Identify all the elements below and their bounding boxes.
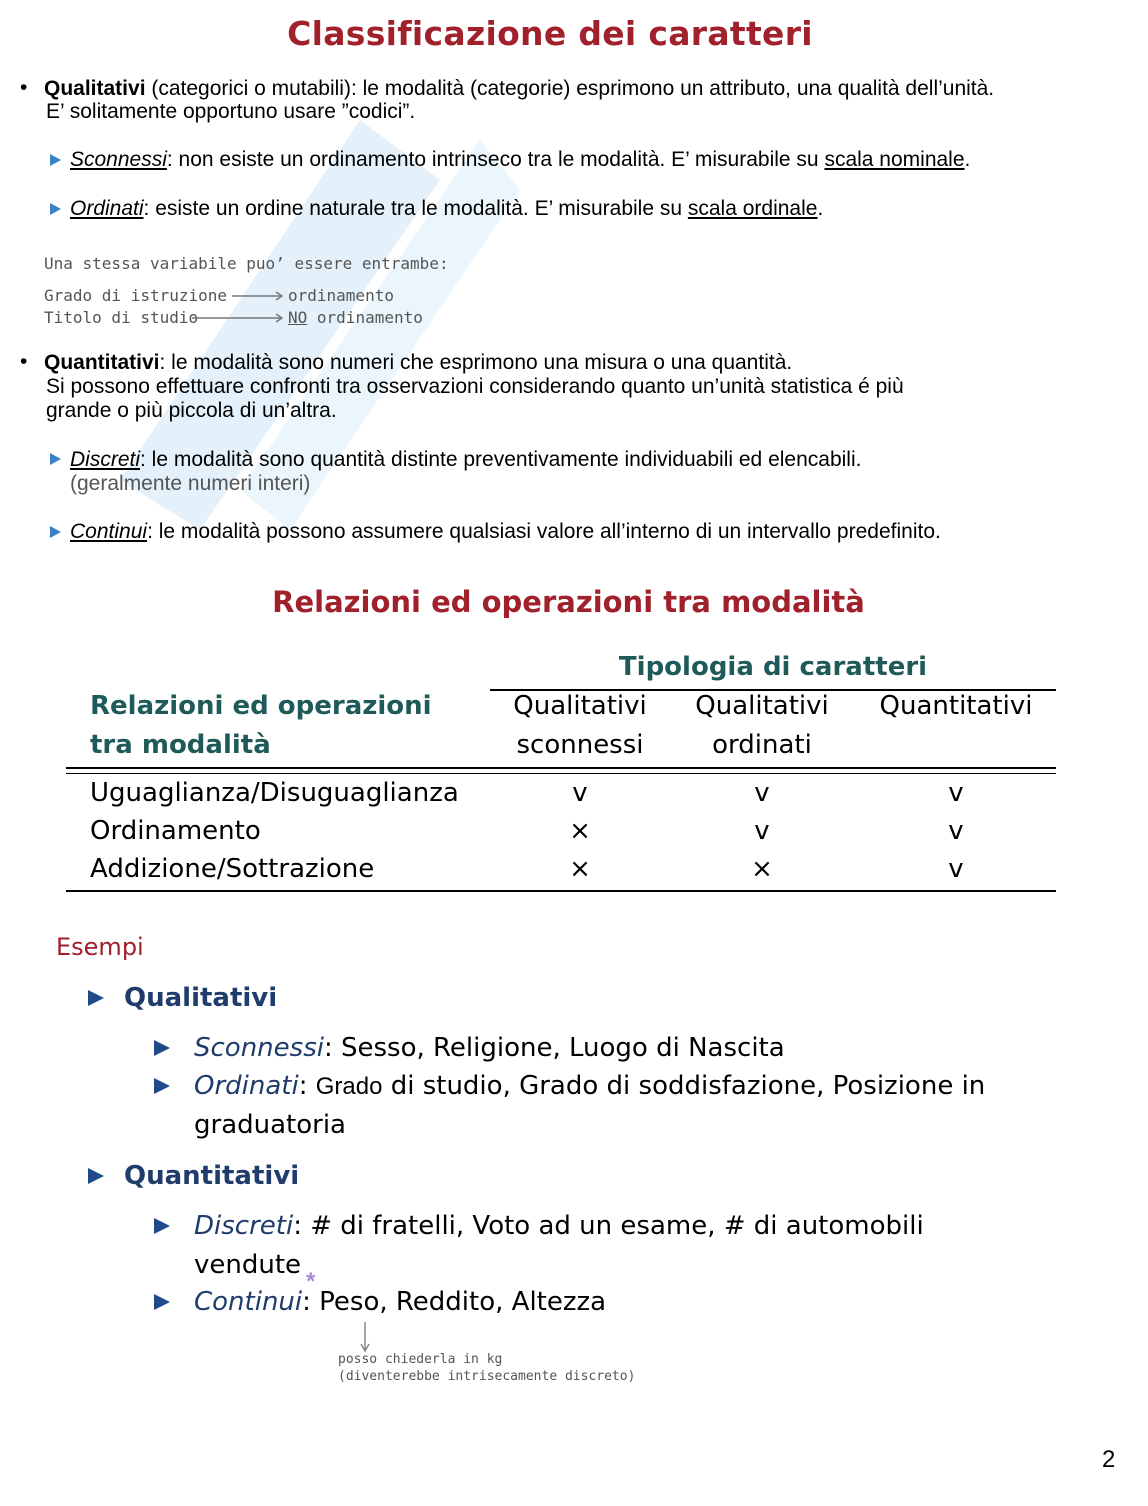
qualitativi-line1 (44, 77, 994, 101)
handwritten-note-line1: Una stessa variabile puo’ essere entrambe: (44, 254, 449, 273)
table-row-header-1: Relazioni ed operazioni (90, 691, 432, 721)
discreti-examples: : # di fratelli, Voto ad un esame, # di automobili (293, 1211, 924, 1241)
col-header-quantitativi: Quantitativi (879, 691, 1033, 721)
no-underlined: NO (288, 308, 308, 327)
divider (66, 890, 1056, 892)
quantitativi-line3: grande o più piccola di un’altra. (46, 399, 337, 422)
ordinati-examples: di studio, Grado di soddisfazione, Posizione in (382, 1071, 986, 1101)
cell: v (948, 778, 964, 808)
divider (66, 767, 1056, 769)
period: . (964, 148, 971, 171)
period: . (817, 197, 824, 220)
handwritten-note-row2-left: Titolo di studio (44, 308, 199, 327)
row-label: Ordinamento (90, 816, 261, 846)
quantitativi-line1 (44, 351, 792, 375)
triangle-bullet-icon (50, 526, 61, 538)
ordinati-line (70, 197, 823, 221)
cell: × (751, 854, 773, 884)
ordinati-desc: : esiste un ordine naturale tra le modalità. E’ misurabile su (143, 197, 688, 220)
sconnessi-line (70, 148, 970, 172)
scala-nominale: scala nominale (824, 148, 965, 171)
page-number: 2 (1102, 1446, 1116, 1473)
triangle-bullet-icon (154, 1040, 170, 1056)
cell: v (948, 854, 964, 884)
colon: : (298, 1071, 316, 1101)
triangle-bullet-icon (154, 1218, 170, 1234)
esempi-heading: Esempi (56, 933, 144, 961)
esempi-continui (194, 1287, 606, 1317)
handwritten-note-kg: posso chiederla in kg (338, 1352, 503, 1367)
esempi-sconnessi (194, 1033, 785, 1063)
sconnessi-examples: : Sesso, Religione, Luogo di Nascita (323, 1033, 785, 1063)
cell: v (572, 778, 588, 808)
ordinamento-text: ordinamento (316, 308, 423, 327)
discreti-term: Discreti (70, 448, 141, 471)
table-row-header-2: tra modalità (90, 730, 271, 760)
handwritten-note-row2-right (288, 308, 423, 327)
esempi-ordinati (194, 1071, 985, 1101)
triangle-bullet-icon (50, 154, 61, 166)
ordinati-term: Ordinati (70, 197, 144, 220)
continui-desc: : le modalità possono assumere qualsiasi valore all’interno di un intervallo predefinito. (147, 520, 941, 543)
triangle-bullet-icon (154, 1078, 170, 1094)
esempi-discreti-line2: vendute (194, 1250, 302, 1280)
cell: v (754, 816, 770, 846)
handwritten-note-row1-right: ordinamento (288, 286, 394, 305)
arrow-down-icon (358, 1322, 372, 1354)
handwritten-note-discreto: (diventerebbe intrisecamente discreto) (338, 1369, 636, 1384)
handwritten-note-row1-left: Grado di istruzione (44, 286, 228, 305)
grado-word: Grado (315, 1073, 383, 1100)
continui-term: Continui (194, 1287, 303, 1317)
triangle-bullet-icon (88, 1168, 104, 1184)
bullet: • (20, 76, 28, 99)
esempi-ordinati-line2: graduatoria (194, 1110, 346, 1140)
ordinati-term: Ordinati (194, 1071, 299, 1101)
row-label: Uguaglianza/Disuguaglianza (90, 778, 459, 808)
asterisk-mark: * (306, 1268, 316, 1295)
quantitativi-term: Quantitativi (44, 351, 160, 374)
discreti-note: (geralmente numeri interi) (70, 472, 311, 495)
scala-ordinale: scala ordinale (687, 197, 818, 220)
col-header-qual-sconnessi-2: sconnessi (516, 730, 644, 760)
divider (66, 773, 1056, 774)
esempi-quantitativi: Quantitativi (124, 1161, 300, 1191)
qualitativi-term: Qualitativi (44, 77, 146, 100)
triangle-bullet-icon (50, 453, 61, 465)
triangle-bullet-icon (50, 203, 61, 215)
discreti-term: Discreti (194, 1211, 294, 1241)
cell: × (569, 816, 591, 846)
section-title: Relazioni ed operazioni tra modalità (272, 585, 865, 619)
triangle-bullet-icon (88, 990, 104, 1006)
bullet: • (20, 350, 28, 373)
continui-line (70, 520, 941, 544)
arrow-right-icon (192, 312, 286, 324)
discreti-desc: : le modalità sono quantità distinte preventivamente individuabili ed elencabili. (140, 448, 862, 471)
esempi-qualitativi: Qualitativi (124, 983, 278, 1013)
cell: v (754, 778, 770, 808)
continui-term: Continui (70, 520, 148, 543)
cell: v (948, 816, 964, 846)
row-label: Addizione/Sottrazione (90, 854, 375, 884)
discreti-line (70, 448, 861, 472)
sconnessi-term: Sconnessi (70, 148, 167, 171)
page-title: Classificazione dei caratteri (287, 14, 813, 53)
cell: × (569, 854, 591, 884)
sconnessi-desc: : non esiste un ordinamento intrinseco tra le modalità. E’ misurabile su (166, 148, 825, 171)
quantitativi-line2: Si possono effettuare confronti tra osservazioni considerando quanto un’unità statistica é più (46, 375, 904, 398)
table-group-header: Tipologia di caratteri (618, 652, 928, 682)
col-header-qual-ordinati-1: Qualitativi (695, 691, 829, 721)
qualitativi-line2: E’ solitamente opportuno usare ”codici”. (46, 100, 416, 123)
quantitativi-desc: : le modalità sono numeri che esprimono una misura o una quantità. (159, 351, 793, 374)
col-header-qual-sconnessi-1: Qualitativi (513, 691, 647, 721)
continui-examples: : Peso, Reddito, Altezza (302, 1287, 607, 1317)
col-header-qual-ordinati-2: ordinati (712, 730, 812, 760)
triangle-bullet-icon (154, 1294, 170, 1310)
arrow-right-icon (232, 290, 286, 302)
sconnessi-term: Sconnessi (194, 1033, 324, 1063)
esempi-discreti (194, 1211, 924, 1241)
qualitativi-desc: (categorici o mutabili): le modalità (categorie) esprimono un attributo, una qualità dell’unità. (145, 77, 995, 100)
